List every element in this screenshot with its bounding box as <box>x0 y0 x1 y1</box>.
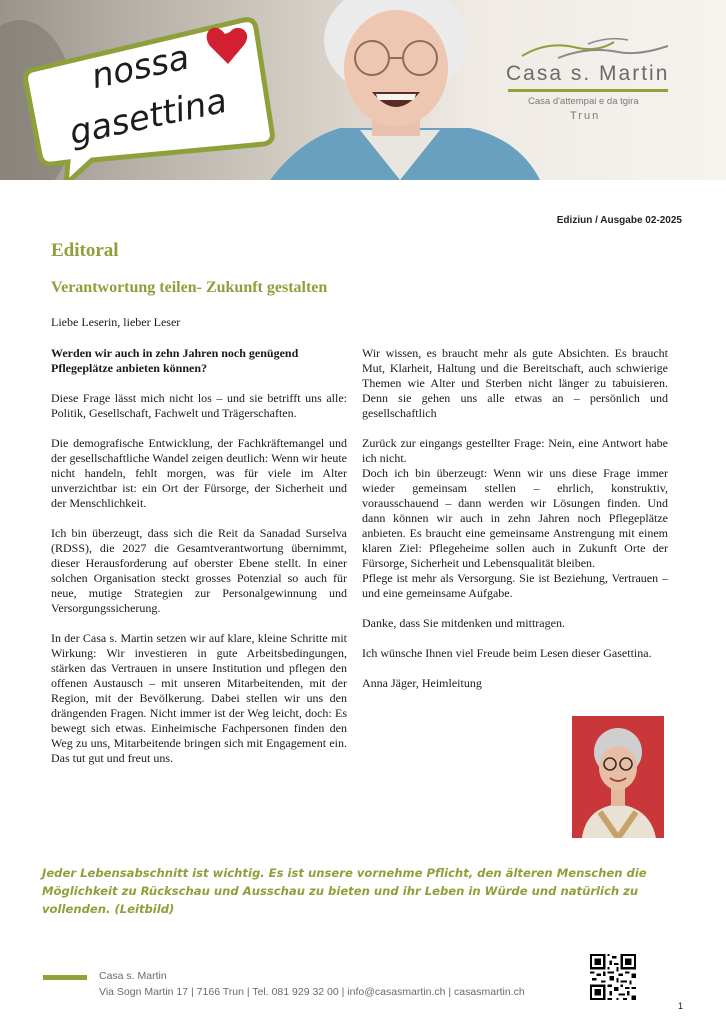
paragraph: Diese Frage lässt mich nicht los – und sie betrifft uns alle: Politik, Gesellschaft, Fachwelt und Trägerschaften. <box>51 391 347 420</box>
paragraph: Ich bin überzeugt, dass sich die Reit da Sanadad Surselva (RDSS), die 2027 die Gesamtverantwortung übernimmt, dieser Herausforderung auf oberster Ebene stellt. In einer solchen Organisation steckt grosses Potenzial so auch für neue, mutige Strategien zur Personalgewinnung und Versorgungssicherung. <box>51 526 347 615</box>
author-portrait <box>572 716 664 838</box>
mission-quote: Jeder Lebensabschnitt ist wichtig. Es ist unsere vornehme Pflicht, den älteren Menschen die Möglichkeit zu Rückschau und Ausschau zu bieten und ihr Leben in Würde und natürlich zu vollenden. (Leitbild) <box>42 866 647 916</box>
paragraph: Danke, dass Sie mitdenken und mittragen. <box>362 616 565 630</box>
article-subtitle: Verantwortung teilen- Zukunft gestalten <box>51 279 328 296</box>
paragraph: Wir wissen, es braucht mehr als gute Absichten. Es braucht Mut, Klarheit, Haltung und die Bereitschaft, auch schwierige Themen wie Alter und Sterben nicht länger zu tabuisieren. Denn sie gehen uns alle etwas an – persönlich und gesellschaftlich <box>362 346 668 420</box>
footer-accent-bar <box>43 975 87 980</box>
section-title: Editoral <box>51 240 119 261</box>
footer-address: Via Sogn Martin 17 | 7166 Trun | Tel. 081 929 32 00 | info@casasmartin.ch | casasmartin.ch <box>99 986 525 998</box>
hands-logo-icon <box>518 34 678 62</box>
header-banner <box>0 0 726 180</box>
lead-question: Werden wir auch in zehn Jahren noch genügend Pflegeplätze anbieten können? <box>51 346 299 375</box>
logo-place: Trun <box>570 110 601 122</box>
bubble-line-1: nossa <box>88 37 193 98</box>
issue-label: Ediziun / Ausgabe 02-2025 <box>556 215 682 226</box>
paragraph: Doch ich bin überzeugt: Wenn wir uns diese Frage immer wieder gemeinsam stellen – ehrlich, konstruktiv, vorausschauend – dann werden wir Lösungen finden. Und dann können wir auch in zehn Jahren noch Pflegeplätze anbieten. Es braucht eine gemeinsame Anstrengung mit einem klaren Ziel: Pflegeheime sollen auch in Zukunft Orte der Fürsorge, Sicherheit und Lebensqualität bleiben. <box>362 466 668 570</box>
page-number: 1 <box>678 1001 684 1011</box>
paragraph: In der Casa s. Martin setzen wir auf klare, kleine Schritte mit Wirkung: Wir investieren in gute Arbeitsbedingungen, stärken das Vertrauen in unsere Institution und pflegen den offenen Austausch – mit unseren Mitarbeitenden, mit der Region, mit der Bevölkerung. Dabei stellen wir uns den drängenden Fragen. Nicht immer ist der Weg leicht, doch: Es bewegt sich etwas. Einheimische Fachpersonen finden den Weg zu uns, Mitarbeitende bringen sich mit Engagement ein. Das tut gut und freut uns. <box>51 631 347 765</box>
signature: Anna Jäger, Heimleitung <box>362 676 482 690</box>
bubble-line-2: gasettina <box>66 80 231 154</box>
right-column <box>362 346 668 706</box>
qr-code-icon[interactable] <box>590 954 636 1000</box>
paragraph: Zurück zur eingangs gestellter Frage: Nein, eine Antwort habe ich nicht. <box>362 436 668 465</box>
paragraph: Pflege ist mehr als Versorgung. Sie ist Beziehung, Vertrauen – und eine gemeinsame Aufgabe. <box>362 571 668 600</box>
logo-name: Casa s. Martin <box>506 62 670 85</box>
logo-underline <box>508 89 668 92</box>
left-column <box>51 346 347 781</box>
paragraph: Ich wünsche Ihnen viel Freude beim Lesen dieser Gasettina. <box>362 646 652 660</box>
footer-name: Casa s. Martin <box>99 970 167 982</box>
paragraph: Die demografische Entwicklung, der Fachkräftemangel und der gesellschaftliche Wandel zeigen deutlich: Wenn wir heute nicht handeln, fehlt morgen, was für viele im Alter unverzichtbar ist: ein Ort der Fürsorge, der Sicherheit und der Menschlichkeit. <box>51 436 347 510</box>
logo-subtitle: Casa d'attempai e da tgira <box>528 96 639 107</box>
salutation: Liebe Leserin, lieber Leser <box>51 315 181 329</box>
